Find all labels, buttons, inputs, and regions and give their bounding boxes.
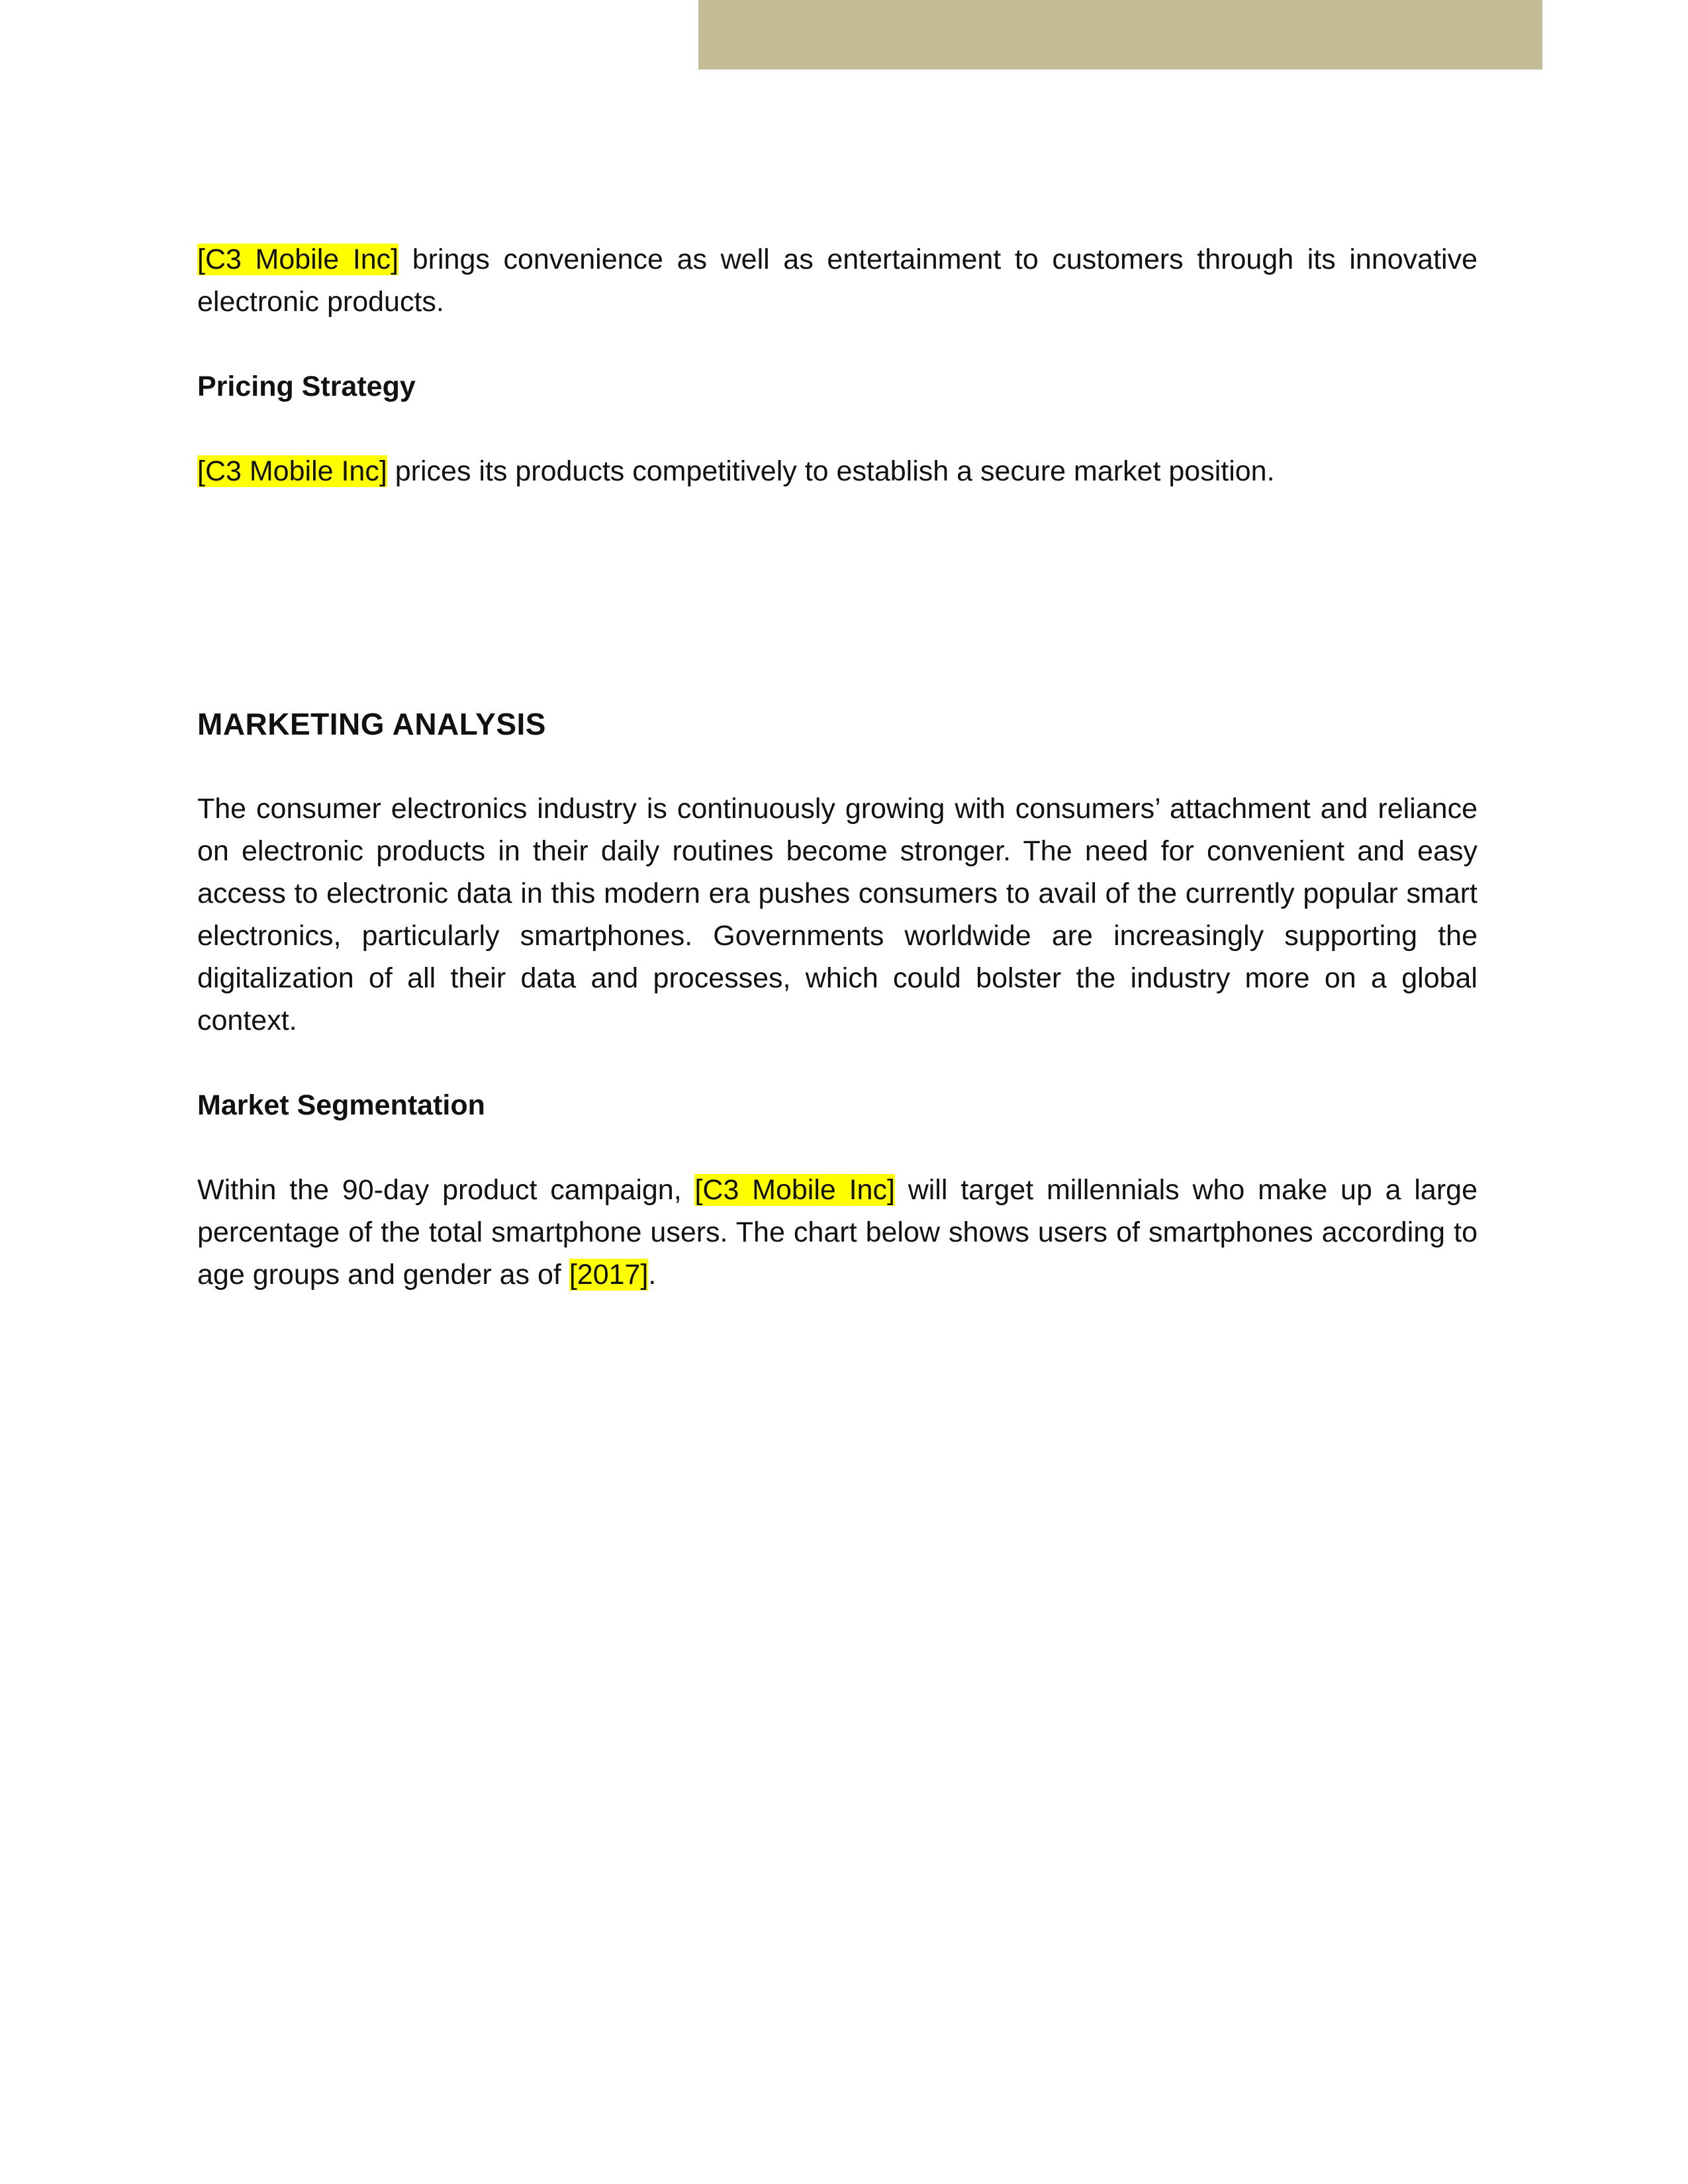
- company-placeholder: [C3 Mobile Inc]: [197, 455, 387, 487]
- company-placeholder: [C3 Mobile Inc]: [694, 1174, 895, 1206]
- intro-text: brings convenience as well as entertainment to customers through its innovative electronic products.: [197, 244, 1477, 318]
- company-placeholder: [C3 Mobile Inc]: [197, 244, 399, 275]
- pricing-paragraph: [197, 450, 1477, 492]
- intro-paragraph: [197, 238, 1477, 323]
- market-segmentation-heading: Market Segmentation: [197, 1089, 485, 1121]
- marketing-paragraph: The consumer electronics industry is continuously growing with consumers’ attachment and reliance on electronic products in their daily routines become stronger. The need for convenient and easy access to electronic data in this modern era pushes consumers to avail of the currently popular smart electronics, particularly smartphones. Governments worldwide are increasingly supporting the digitalization of all their data and processes, which could bolster the industry more on a global context.: [197, 793, 1477, 1036]
- segmentation-paragraph: [197, 1169, 1477, 1296]
- segmentation-text-before: Within the 90-day product campaign,: [197, 1174, 695, 1206]
- year-placeholder: [2017]: [569, 1259, 649, 1291]
- header-band: [698, 0, 1542, 69]
- segmentation-text-middle: will target millennials who make up a large percentage of the total smartphone users. The chart below shows users of smartphones according to age groups and gender as of: [197, 1174, 1477, 1291]
- pricing-text: prices its products competitively to establish a secure market position.: [387, 455, 1275, 487]
- marketing-analysis-title: MARKETING ANALYSIS: [197, 707, 546, 741]
- document-body: [197, 238, 1477, 1296]
- pricing-strategy-heading: Pricing Strategy: [197, 371, 416, 402]
- segmentation-text-after: .: [648, 1259, 657, 1291]
